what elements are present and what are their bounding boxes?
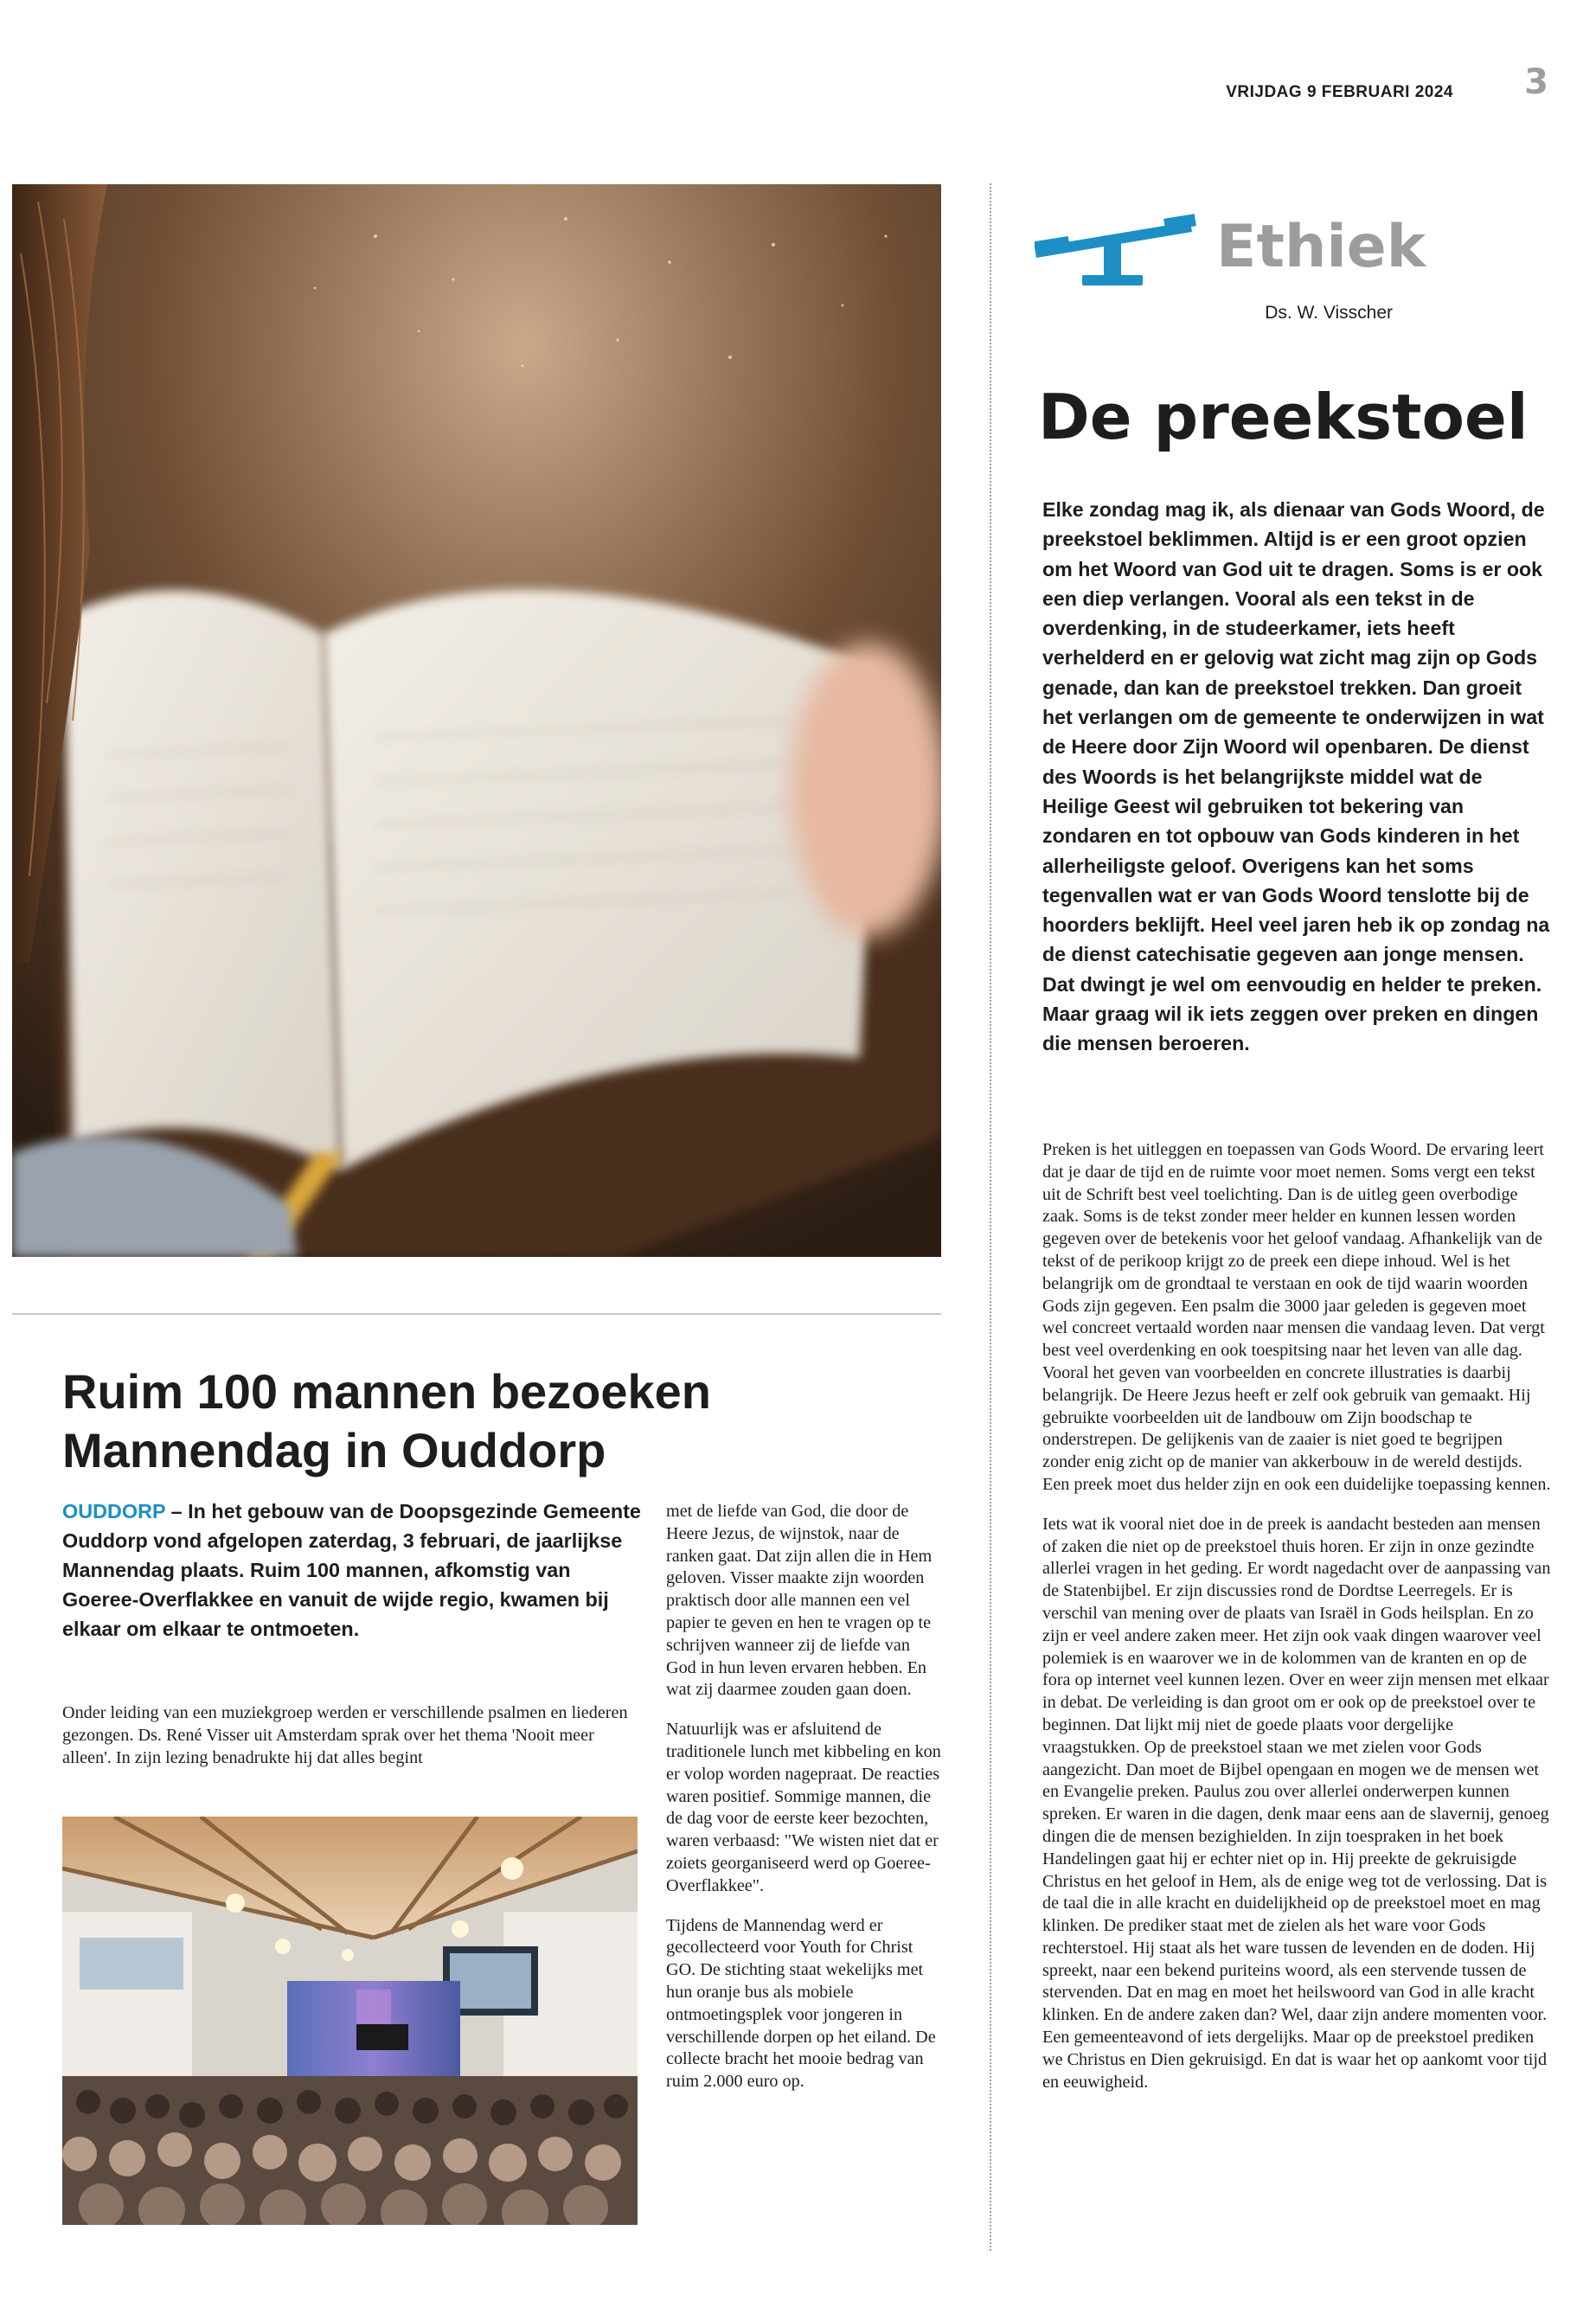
page-number: 3 <box>1524 62 1548 102</box>
body-paragraph: Iets wat ik vooral niet doe in de preek is aandacht besteden aan mensen of zaken die niet op de preekstoel thuis horen. Er zijn in onze gezindte allerlei vragen in het geding. Er wordt nagedacht over de aanpassing van de Statenbijbel. Er zijn discussies rond de Dordtse Leerregels. Er is verschil van mening over de plaats van Israël in Gods heilsplan. En zo zijn er veel andere zaken meer. Het zijn ook vaak dingen waarover veel polemiek is en waarover we in de kolommen van de kranten en op de fora op internet veel kunnen lezen. Over en weer zijn mensen met elkaar in debat. De verleiding is dan groot om er ook op de preekstoel over te beginnen. Dat lijkt mij niet de goede plaats voor dergelijke vraagstukken. Op de preekstoel staan we met zielen voor Gods aangezicht. Dan moet de Bijbel opengaan en mogen we de mensen wet en Evangelie preken. Paulus zou over allerlei onderwerpen kunnen spreken. Er waren in die dagen, denk maar eens aan de slavernij, genoeg dingen die de mensen bezighielden. In zijn toespraken in het boek Handelingen gaat hij er echter niet op in. Hij preekte de gekruisigde Christus en het geloof in Hem, als de enige weg tot de verlossing. Dat is de taal die in alle kracht en duidelijkheid op de preekstoel moet en mag klinken. De prediker staat met de zielen als het ware voor Gods rechterstoel. Hij staat als het ware tussen de levenden en de doden. Hij spreekt, naar een bekend puriteins woord, als een stervende tussen de stervenden. Dat en mag en moet het heilswoord van God in alle kracht klinken. En de andere zaken dan? Wel, daar zijn andere momenten voor. Een gemeenteavond of iets dergelijks. Maar op de preekstoel prediken we Christus en Dien gekruisigd. En dat is waar het op aankomt voor tijd en eeuwigheid. <box>1042 1514 1551 2092</box>
church-hall-photo <box>62 1817 638 2225</box>
bible-reading-photo-icon <box>12 184 941 1257</box>
section-divider <box>12 1313 941 1315</box>
issue-date: VRIJDAG 9 FEBRUARI 2024 <box>1226 83 1453 101</box>
headline-line-1: Ruim 100 mannen bezoeken <box>62 1364 712 1419</box>
body-paragraph: Preken is het uitleggen en toepassen van Gods Woord. De ervaring leert dat je daar de tijd en de ruimte voor moet nemen. Soms vergt een tekst uit de Schrift best veel toelichting. Dan is de uitleg geen overbodige zaak. Soms is de tekst zonder meer helder en kunnen lessen worden gegeven over de betekenis voor het geloof vandaag. Afhankelijk van de tekst of de perikoop krijgt zo de preek een diepe inhoud. Wel is het belangrijk om de grondtaal te verstaan en ook de tijd waarin woorden Gods zijn gegeven. Een psalm die 3000 jaar geleden is gegeven moet wel concreet vertaald worden naar mensen die vandaag leven. Dat vergt best veel overdenking en ook toespitsing naar het leven van alle dag. Vooral het geven van voorbeelden en concrete illustraties is daarbij belangrijk. De Heere Jezus heeft er zelf ook gebruik van gemaakt. Hij gebruikte voorbeelden uit de landbouw om Zijn boodschap te onderstrepen. De gelijkenis van de zaaier is niet goed te begrijpen zonder enig zicht op de manier van akkerbouw in de wereld destijds. Een preek moet dus helder zijn en ook een duidelijke toepassing kennen. <box>1042 1140 1551 1494</box>
body-paragraph: Natuurlijk was er afsluitend de traditionele lunch met kibbeling en kon er volop worden nagepraat. De reacties waren positief. Sommige mannen, die de dag voor de eerste keer bezochten, waren verbaasd: "We wisten niet dat er zoiets georganiseerd werd op Goeree-Overflakkee". <box>666 1720 941 1895</box>
article-body-column-2 <box>666 1501 943 2111</box>
main-photo <box>12 184 941 1257</box>
article-headline <box>62 1362 927 1480</box>
author-byline: Ds. W. Visscher <box>1265 303 1393 323</box>
column-body <box>1042 1139 1553 2111</box>
body-paragraph: Onder leiding van een muziekgroep werden er verschillende psalmen en liederen gezongen. Ds. René Visser uit Amsterdam sprak over het thema 'Nooit meer alleen'. In zijn lezing benadrukte hij dat alles begint <box>62 1703 628 1767</box>
church-hall-photo-icon <box>62 1817 638 2225</box>
article-body-column-1 <box>62 1702 642 1786</box>
article-intro <box>62 1497 642 1644</box>
column-intro: Elke zondag mag ik, als dienaar van Gods Woord, de preekstoel beklimmen. Altijd is er een groot opzien om het Woord van God uit te dragen. Soms is er ook een diep verlangen. Vooral als een tekst in de overdenking, in de studeerkamer, iets heeft verhelderd en er gelovig wat zicht mag zijn op Gods genade, dan kan de preekstoel trekken. Dan groeit het verlangen om de gemeente te onderwijzen in wat de Heere door Zijn Woord wil openbaren. De dienst des Woords is het belangrijkste middel wat de Heilige Geest wil gebruiken tot bekering van zondaren en tot opbouw van Gods kinderen in het allerheiligste geloof. Overigens kan het soms tegenvallen wat er van Gods Woord tenslotte bij de hoorders beklijft. Heel veel jaren heb ik op zondag na de dienst catechisatie gegeven aan jonge mensen. Dat dwingt je wel om eenvoudig en helder te preken. Maar graag wil ik iets zeggen over preken en dingen die mensen beroeren. <box>1042 498 1550 1055</box>
section-label: Ethiek <box>1216 213 1426 281</box>
body-paragraph: Tijdens de Mannendag werd er gecollecteerd voor Youth for Christ GO. De stichting staat wekelijks met hun oranje bus als mobiele ontmoetingsplek voor jongeren in verschillende dorpen op het eiland. De collecte bracht het mooie bedrag van ruim 2.000 euro op. <box>666 1915 936 2092</box>
headline-line-2: Mannendag in Ouddorp <box>62 1423 606 1477</box>
dateline: OUDDORP <box>62 1500 166 1522</box>
scales-icon <box>1035 213 1199 291</box>
column-headline: De preekstoel <box>1038 381 1529 453</box>
column-divider <box>990 183 991 2251</box>
intro-text: – In het gebouw van de Doopsgezinde Gemeente Ouddorp vond afgelopen zaterdag, 3 februari, de jaarlijkse Mannendag plaats. Ruim 100 mannen, afkomstig van Goeree-Overflakkee en vanuit de wijde regio, kwamen bij elkaar om elkaar te ontmoeten. <box>62 1500 641 1640</box>
body-paragraph: met de liefde van God, die door de Heere Jezus, de wijnstok, naar de ranken gaat. Dat zijn allen die in Hem geloven. Visser maakte zijn woorden praktisch door alle mannen een vel papier te geven en hen te vragen op te schrijven wanneer zij de liefde van God in hun leven ervaren hebben. En wat zij daarmee zouden gaan doen. <box>666 1502 933 1700</box>
